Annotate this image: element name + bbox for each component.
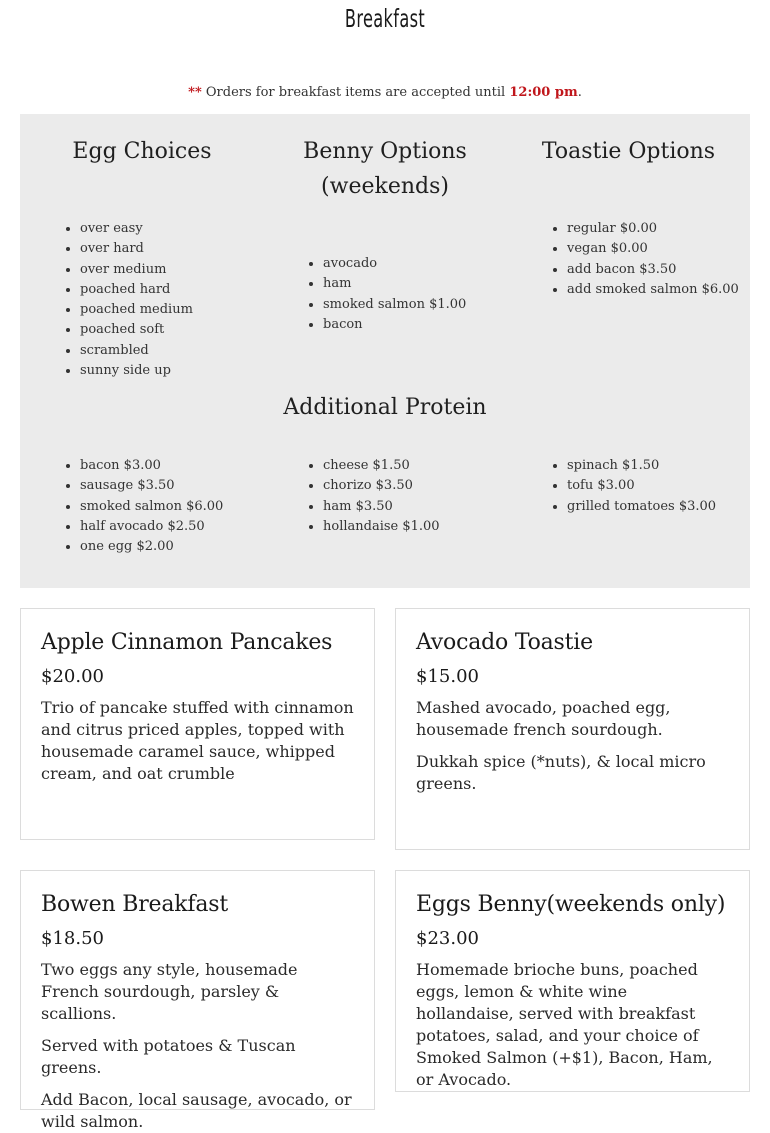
protein-list-1	[60, 456, 223, 557]
notice-time: 12:00 pm	[509, 85, 578, 100]
menu-item-description: Trio of pancake stuffed with cinnamon and citrus priced apples, topped with housemade caramel sauce, whipped cream, and oat crumble	[41, 698, 354, 783]
list-item: • smoked salmon $6.00	[80, 497, 223, 517]
menu-card-apple-cinnamon-pancakes	[20, 608, 375, 840]
menu-item-description: Homemade brioche buns, poached eggs, lemon & white wine hollandaise, served with breakfast potatoes, salad, and your choice of Smoked Salmon (+$1), Bacon, Ham, or Avocado.	[416, 960, 713, 1089]
list-item: • over medium	[80, 260, 193, 280]
menu-item-description: Dukkah spice (*nuts), & local micro greens.	[416, 752, 706, 793]
menu-item-price: $18.50	[41, 928, 104, 949]
menu-item-description: Mashed avocado, poached egg, housemade french sourdough.	[416, 698, 671, 739]
toastie-options-column	[507, 134, 750, 297]
list-item: • cheese $1.50	[323, 456, 440, 476]
benny-options-column	[263, 134, 507, 332]
menu-item-name: Apple Cinnamon Pancakes	[41, 630, 333, 655]
list-item: • ham $3.50	[323, 497, 440, 517]
menu-card-eggs-benny	[395, 870, 750, 1092]
list-item: • grilled tomatoes $3.00	[567, 497, 716, 517]
list-item: • poached medium	[80, 300, 193, 320]
menu-item-name: Avocado Toastie	[416, 630, 593, 655]
list-item: • over easy	[80, 219, 193, 239]
list-item: • vegan $0.00	[567, 239, 739, 259]
menu-item-name: Bowen Breakfast	[41, 892, 228, 917]
order-notice	[0, 85, 770, 100]
list-item: • ham	[323, 274, 466, 294]
toastie-options-heading: Toastie Options	[541, 139, 716, 164]
menu-item-description: Add Bacon, local sausage, avocado, or wild salmon.	[41, 1090, 352, 1131]
egg-choices-list	[60, 219, 193, 381]
menu-item-name: Eggs Benny(weekends only)	[416, 892, 726, 917]
list-item: • tofu $3.00	[567, 476, 716, 496]
options-panel	[20, 114, 750, 588]
list-item: • bacon $3.00	[80, 456, 223, 476]
menu-item-description: Served with potatoes & Tuscan greens.	[41, 1036, 296, 1077]
list-item: • bacon	[323, 315, 466, 335]
menu-item-price: $23.00	[416, 928, 479, 949]
list-item: • add bacon $3.50	[567, 260, 739, 280]
list-item: • chorizo $3.50	[323, 476, 440, 496]
list-item: • half avocado $2.50	[80, 517, 223, 537]
additional-protein-heading: Additional Protein	[283, 395, 487, 420]
list-item: • hollandaise $1.00	[323, 517, 440, 537]
notice-text: Orders for breakfast items are accepted until	[205, 85, 506, 100]
egg-choices-heading: Egg Choices	[72, 139, 212, 164]
list-item: • sunny side up	[80, 361, 193, 381]
protein-list-3	[547, 456, 716, 517]
toastie-options-list	[547, 219, 739, 300]
notice-asterisks: **	[188, 85, 202, 100]
menu-item-price: $20.00	[41, 666, 104, 687]
list-item: • regular $0.00	[567, 219, 739, 239]
menu-card-avocado-toastie	[395, 608, 750, 850]
list-item: • sausage $3.50	[80, 476, 223, 496]
list-item: • poached soft	[80, 320, 193, 340]
list-item: • avocado	[323, 254, 466, 274]
list-item: • spinach $1.50	[567, 456, 716, 476]
menu-card-bowen-breakfast	[20, 870, 375, 1131]
menu-item-price: $15.00	[416, 666, 479, 687]
page-title: Breakfast	[344, 4, 426, 33]
menu-item-description: Two eggs any style, housemade French sourdough, parsley & scallions.	[41, 960, 298, 1023]
benny-options-heading: Benny Options (weekends)	[303, 139, 467, 199]
notice-end: .	[577, 85, 582, 100]
protein-list-2	[303, 456, 440, 537]
list-item: • scrambled	[80, 341, 193, 361]
list-item: • smoked salmon $1.00	[323, 295, 466, 315]
list-item: • over hard	[80, 239, 193, 259]
benny-options-list	[303, 254, 466, 335]
list-item: • one egg $2.00	[80, 537, 223, 557]
list-item: • add smoked salmon $6.00	[567, 280, 739, 300]
egg-choices-column	[20, 134, 264, 379]
list-item: • poached hard	[80, 280, 193, 300]
